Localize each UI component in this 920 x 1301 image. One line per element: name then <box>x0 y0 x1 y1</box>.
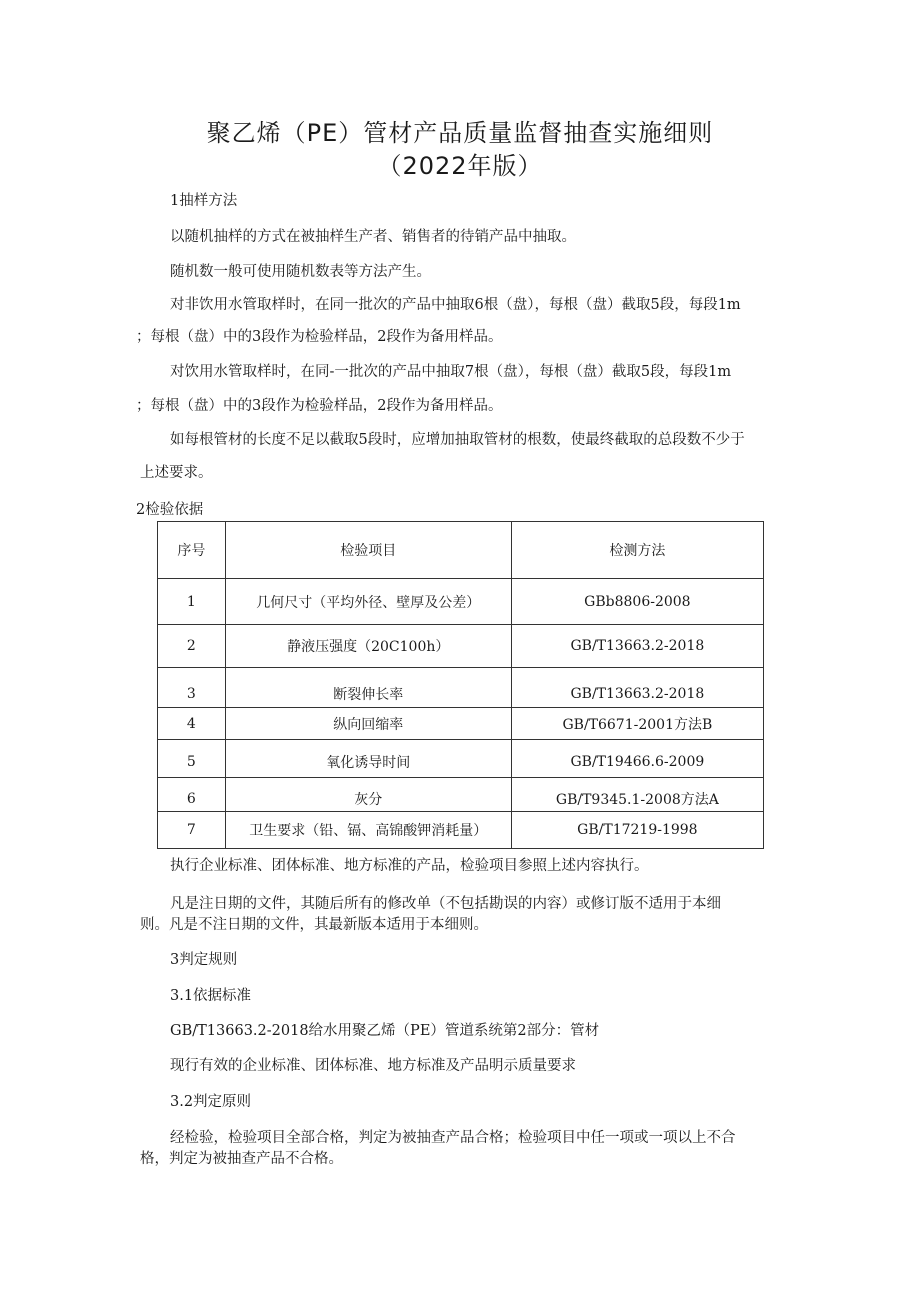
section-3-2-heading: 3.2判定原则 <box>170 1094 252 1110</box>
table-row <box>158 740 764 778</box>
table-cell: GB/T13663.2-2018 <box>511 668 763 708</box>
paragraph: 对饮用水管取样时，在同-一批次的产品中抽取7根（盘），每根（盘）截取5段，每段1m <box>170 364 732 380</box>
paragraph: ；每根（盘）中的3段作为检验样品，2段作为备用样品。 <box>136 398 503 414</box>
table-header-row <box>158 522 764 579</box>
table-cell: 3 <box>158 668 226 708</box>
table-cell: 静液压强度（20C100h） <box>225 625 511 668</box>
paragraph: 对非饮用水管取样时，在同一批次的产品中抽取6根（盘），每根（盘）截取5段，每段1m <box>170 297 741 313</box>
table-row <box>158 668 764 708</box>
paragraph: 如每根管材的长度不足以截取5段时，应增加抽取管材的根数，使最终截取的总段数不少于 <box>170 432 745 448</box>
table-cell: 7 <box>158 812 226 849</box>
table-cell: 1 <box>158 579 226 625</box>
table-row <box>158 708 764 740</box>
table-cell: 6 <box>158 778 226 812</box>
section-3-1-heading: 3.1依据标准 <box>170 988 252 1004</box>
table-cell: GB/T13663.2-2018 <box>511 625 763 668</box>
table-cell: GBb8806-2008 <box>511 579 763 625</box>
table-cell: GB/T6671-2001方法B <box>511 708 763 740</box>
table-cell: 氧化诱导时间 <box>225 740 511 778</box>
inspection-basis-table <box>157 521 764 849</box>
paragraph: 执行企业标准、团体标准、地方标准的产品，检验项目参照上述内容执行。 <box>170 858 649 874</box>
table-cell: 4 <box>158 708 226 740</box>
paragraph: 则。凡是不注日期的文件，其最新版本适用于本细则。 <box>140 917 488 933</box>
table-cell: 卫生要求（铅、镉、高锦酸钾消耗量） <box>225 812 511 849</box>
table-cell: 几何尺寸（平均外径、壁厚及公差） <box>225 579 511 625</box>
table-cell: 灰分 <box>225 778 511 812</box>
document-subtitle-edition: （2022年版） <box>377 152 543 180</box>
table-cell: 纵向回缩率 <box>225 708 511 740</box>
table-row <box>158 625 764 668</box>
paragraph: 现行有效的企业标准、团体标准、地方标准及产品明示质量要求 <box>170 1058 576 1074</box>
paragraph: GB/T13663.2-2018给水用聚乙烯（PE）管道系统第2部分：管材 <box>170 1023 600 1039</box>
table-header-cell: 检测方法 <box>511 522 763 579</box>
paragraph: 经检验，检验项目全部合格，判定为被抽查产品合格；检验项目中任一项或一项以上不合 <box>170 1130 736 1146</box>
table-cell: 2 <box>158 625 226 668</box>
paragraph: 凡是注日期的文件，其随后所有的修改单（不包括勘误的内容）或修订版不适用于本细 <box>170 896 721 912</box>
document-title: 聚乙烯（PE）管材产品质量监督抽查实施细则 <box>206 119 714 147</box>
table-row <box>158 812 764 849</box>
table-row <box>158 778 764 812</box>
table-header-cell: 序号 <box>158 522 226 579</box>
paragraph: ；每根（盘）中的3段作为检验样品，2段作为备用样品。 <box>136 329 503 345</box>
table-header-cell: 检验项目 <box>225 522 511 579</box>
section-1-heading: 1抽样方法 <box>170 193 238 209</box>
paragraph: 随机数一般可使用随机数表等方法产生。 <box>170 264 431 280</box>
paragraph: 上述要求。 <box>140 465 213 481</box>
table-cell: GB/T9345.1-2008方法A <box>511 778 763 812</box>
table-cell: GB/T17219-1998 <box>511 812 763 849</box>
section-3-heading: 3判定规则 <box>170 952 238 968</box>
table-cell: 5 <box>158 740 226 778</box>
paragraph: 格，判定为被抽查产品不合格。 <box>140 1151 343 1167</box>
table-cell: 断裂伸长率 <box>225 668 511 708</box>
section-2-heading: 2检验依据 <box>136 502 204 518</box>
table-row <box>158 579 764 625</box>
table-cell: GB/T19466.6-2009 <box>511 740 763 778</box>
paragraph: 以随机抽样的方式在被抽样生产者、销售者的待销产品中抽取。 <box>170 229 576 245</box>
